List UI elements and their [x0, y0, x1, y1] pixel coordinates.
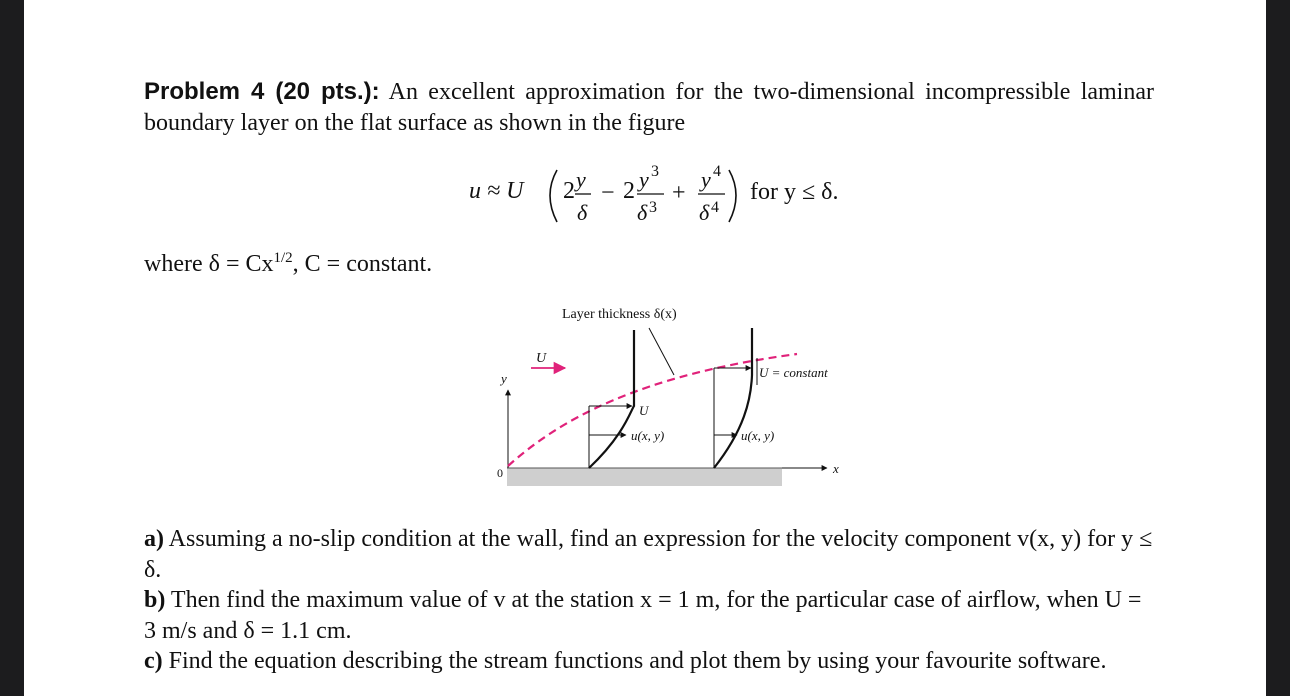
free-stream-label: U [536, 351, 547, 366]
part-b [144, 585, 1154, 646]
boundary-layer-figure [479, 300, 859, 490]
eq-plus: + [672, 180, 686, 206]
profile-2-label: u(x, y) [741, 428, 775, 443]
eq-t1-num: y [576, 167, 586, 192]
part-a [144, 524, 1154, 585]
origin-label: 0 [497, 466, 503, 480]
eq-t2-den-exp: 3 [649, 199, 657, 216]
eq-t3-num-exp: 4 [713, 163, 721, 180]
eq-lhs: u ≈ U [469, 178, 524, 204]
delta-definition [144, 250, 432, 278]
where-suffix: , C = constant. [292, 251, 433, 277]
eq-t2-den: δ [637, 200, 648, 225]
flat-plate-wall [507, 468, 782, 486]
profile-1-top-label: U [639, 403, 649, 418]
eq-t2-coef: 2 [623, 178, 635, 204]
eq-t3-den: δ [699, 200, 710, 225]
eq-condition: for y ≤ δ. [750, 179, 839, 205]
x-axis-label: x [833, 461, 839, 476]
layer-thickness-curve [508, 354, 797, 466]
eq-t1-den: δ [577, 200, 588, 225]
part-c-label: c) [144, 648, 163, 674]
where-exponent: 1/2 [273, 250, 293, 266]
eq-left-paren [550, 170, 557, 222]
window-edge [1266, 0, 1290, 696]
problem-intro [144, 76, 1154, 139]
part-a-text: Assuming a no-slip condition at the wall, find an expression for the velocity component v(x, y) for y ≤ δ. [144, 526, 1153, 583]
eq-t3-num: y [701, 167, 711, 192]
document-page [24, 0, 1266, 696]
part-c-text: Find the equation describing the stream functions and plot them by using your favourite software. [162, 648, 1107, 674]
velocity-profile-equation [469, 150, 889, 240]
part-a-label: a) [144, 526, 164, 552]
constant-label: U = constant [759, 365, 828, 380]
velocity-profile-2 [714, 328, 752, 468]
where-prefix: where δ = Cx [144, 251, 274, 277]
eq-right-paren [729, 170, 736, 222]
eq-minus: − [601, 180, 615, 206]
eq-t2-num: y [639, 167, 649, 192]
eq-t2-num-exp: 3 [651, 163, 659, 180]
problem-heading: Problem 4 (20 pts.): [144, 78, 380, 105]
part-b-text: Then find the maximum value of v at the station x = 1 m, for the particular case of airflow, when U = 3 m/s and δ = 1.1 cm. [144, 587, 1142, 644]
y-axis-label: y [501, 371, 507, 386]
part-c [144, 646, 1154, 677]
figure-title: Layer thickness δ(x) [562, 307, 677, 322]
problem-parts [144, 524, 1154, 677]
velocity-profile-1 [589, 330, 634, 468]
eq-t1-coef: 2 [563, 178, 575, 204]
title-leader-line [649, 328, 674, 375]
eq-t3-den-exp: 4 [711, 199, 719, 216]
problem-intro-text: An excellent approximation for the two-dimensional incompressible laminar boundary layer on the flat surface as shown in the figure [144, 79, 1154, 136]
part-b-label: b) [144, 587, 166, 613]
profile-1-label: u(x, y) [631, 428, 665, 443]
